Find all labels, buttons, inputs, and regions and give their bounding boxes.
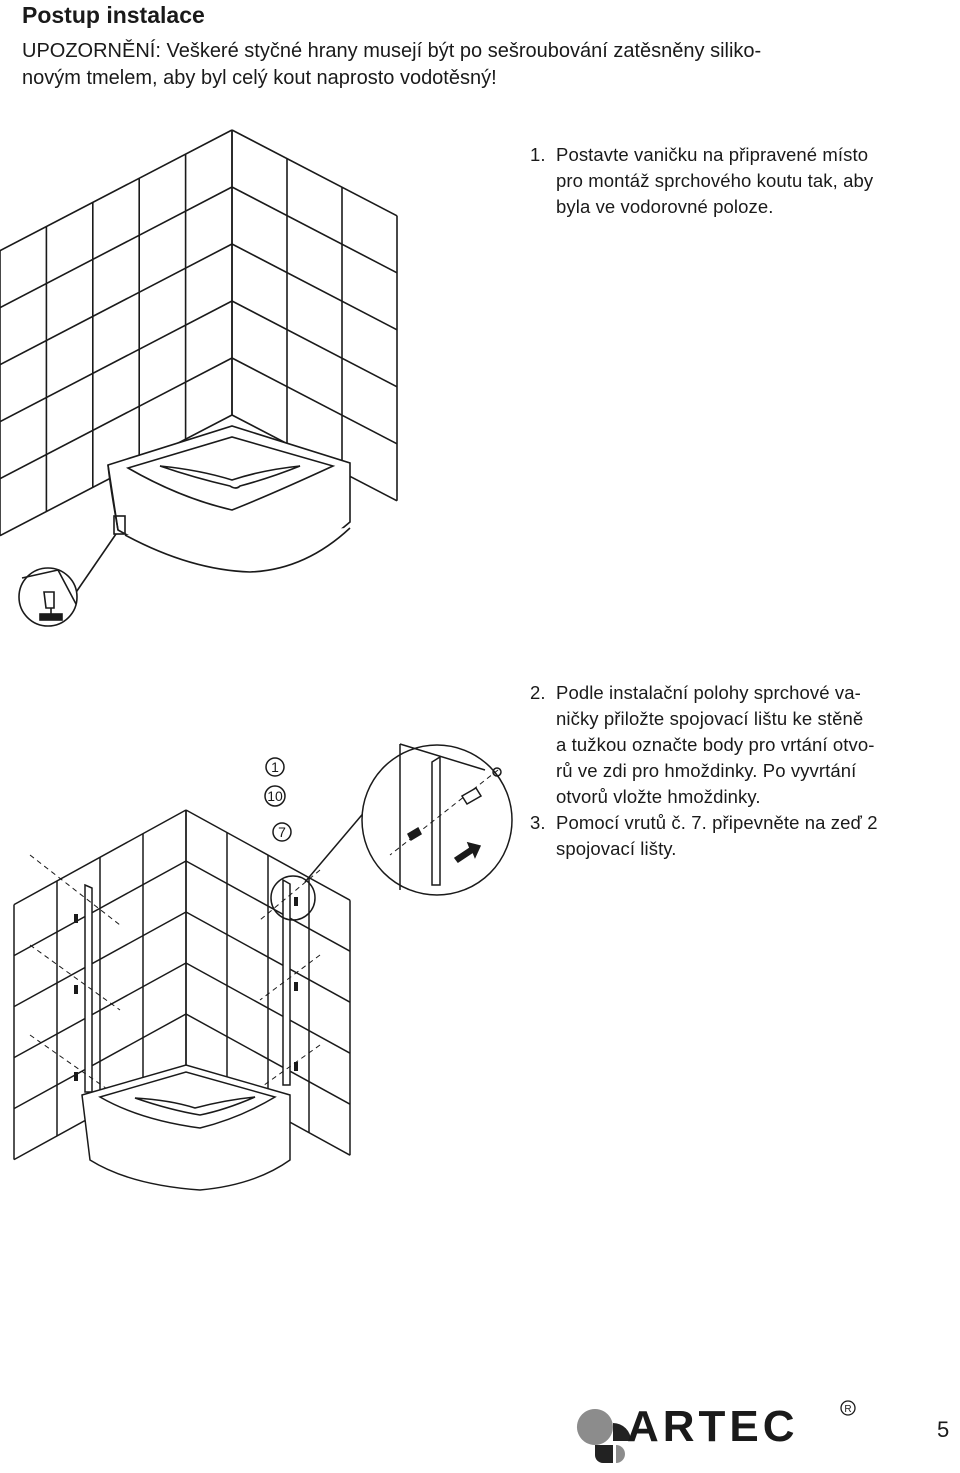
step-line: pro montáž sprchového koutu tak, aby [556,170,874,191]
detail-callout [271,744,512,920]
wall-profiles [85,880,290,1092]
part-label-1: 1 [271,759,279,775]
part-label-10: 10 [267,788,283,804]
part-label-7: 7 [278,824,286,840]
shower-tray [82,1065,290,1190]
warning-line: UPOZORNĚNÍ: Veškeré styčné hrany musejí být po sešroubování zatěsněny siliko- [22,40,762,62]
step-line: Pomocí vrutů č. 7. připevněte na zeď 2 [556,812,878,833]
warning-line: novým tmelem, aby byl celý kout naprosto vodotěsný! [22,67,497,89]
step-line: Postavte vaničku na připravené místo [556,144,869,165]
step-line: a tužkou označte body pro vrtání otvo- [556,734,875,755]
step-line: spojovací lišty. [556,838,677,859]
step-number: 1. [530,144,546,165]
registered-mark: R [844,1404,852,1415]
drill-lines [30,855,320,1098]
page-title: Postup instalace [22,2,205,28]
step-number: 3. [530,812,546,833]
step-line: ničky přiložte spojovací lištu ke stěně [556,708,864,729]
step-line: rů ve zdi pro hmoždinky. Po vyvrtání [556,760,857,781]
artec-logo [575,1395,865,1470]
step-line: Podle instalační polohy sprchové va- [556,682,861,703]
step-line: byla ve vodorovné poloze. [556,196,774,217]
page-number: 5 [937,1417,950,1442]
step-line: otvorů vložte hmoždinky. [556,786,761,807]
step-number: 2. [530,682,546,703]
logo-wordmark: ARTEC [627,1402,799,1451]
